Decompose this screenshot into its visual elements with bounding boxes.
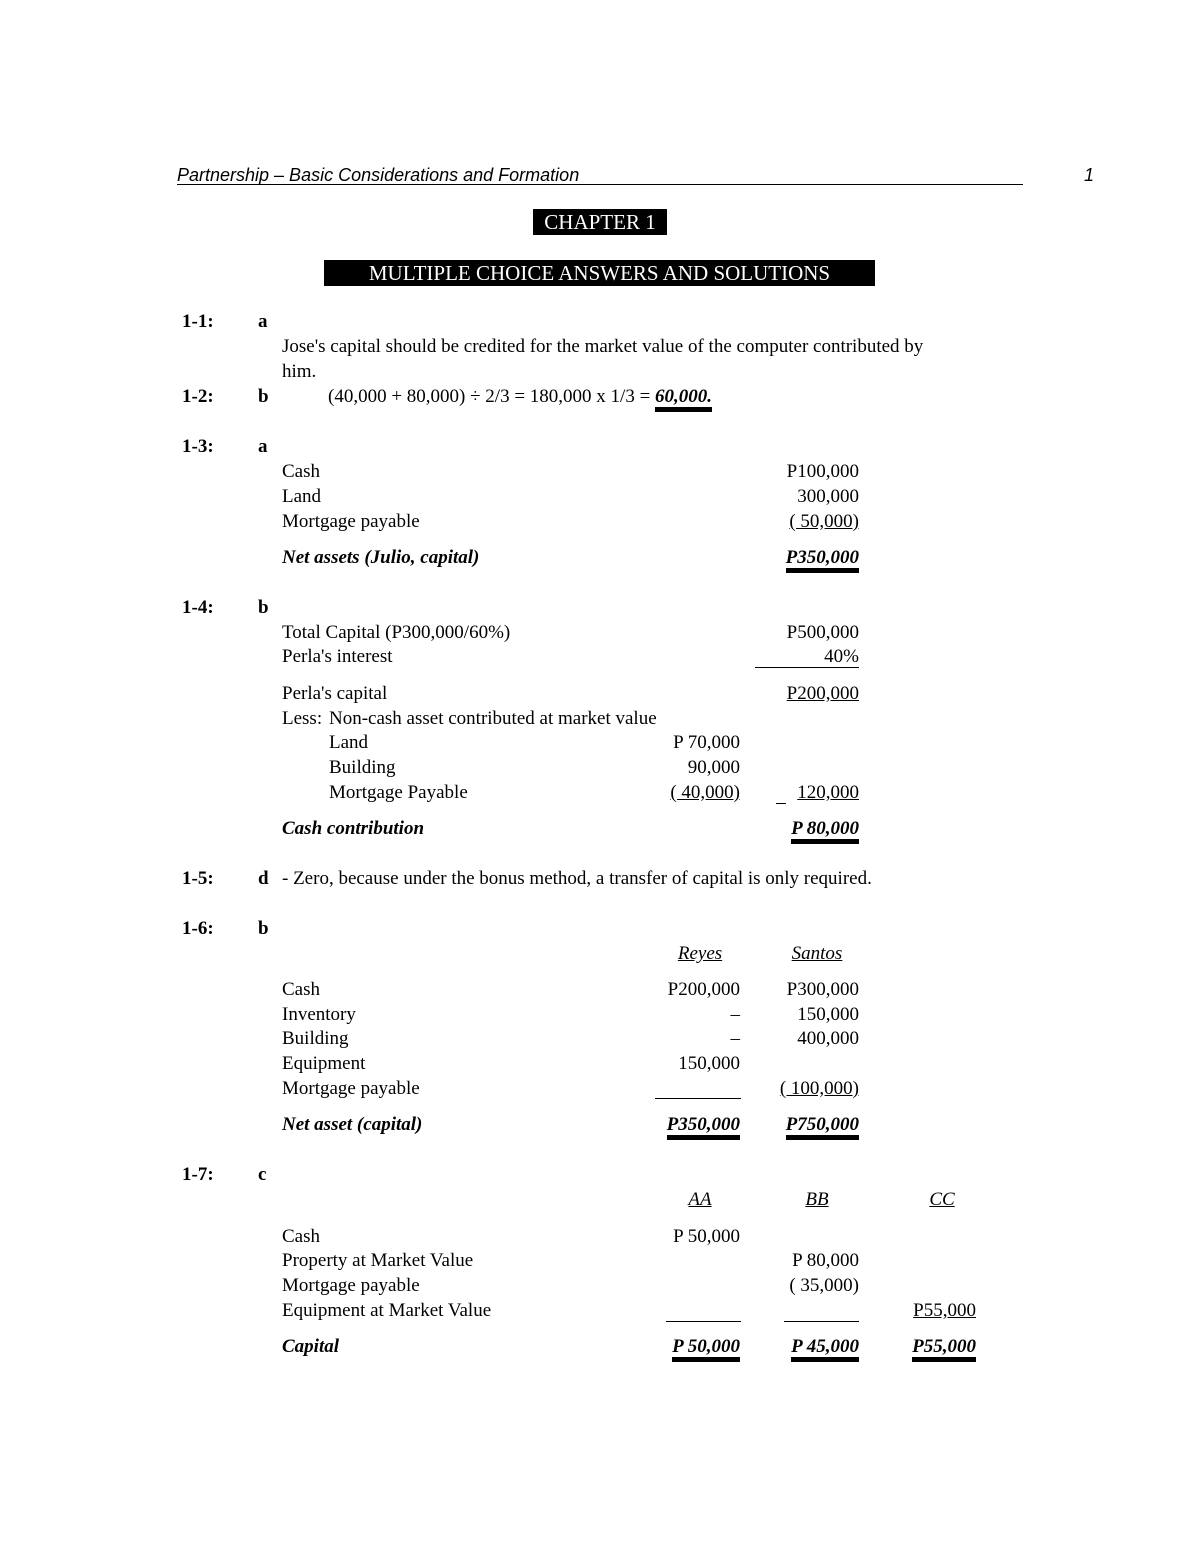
santos-value: 400,000: [797, 1028, 859, 1049]
row-label: Total Capital (P300,000/60%): [282, 622, 511, 643]
aa-total: [600, 1335, 740, 1359]
row-label: Cash: [282, 979, 320, 1000]
question-number: 1-6:: [182, 918, 214, 939]
answer-letter: b: [258, 386, 269, 407]
answer-letter: a: [258, 311, 268, 332]
row-label: Perla's capital: [282, 683, 388, 704]
double-underlined-total: P 50,000: [672, 1336, 740, 1362]
row-value: 300,000: [797, 486, 859, 507]
row-label: Inventory: [282, 1004, 356, 1025]
santos-value: 150,000: [797, 1004, 859, 1025]
less-description: Non-cash asset contributed at market value: [329, 708, 657, 729]
aa-value: P 50,000: [673, 1226, 740, 1247]
question-number: 1-4:: [182, 597, 214, 618]
underlined-value: 120,000: [797, 782, 859, 803]
underlined-value: P55,000: [913, 1300, 976, 1321]
explanation-text: Jose's capital should be credited for the market value of the computer contributed by: [282, 336, 924, 357]
bb-total: [720, 1335, 859, 1359]
column-header-text: Reyes: [677, 943, 723, 964]
total-value: [700, 817, 859, 841]
row-value: 90,000: [687, 757, 740, 778]
row-label: Mortgage Payable: [329, 782, 468, 803]
subtotal-rule: [776, 803, 786, 804]
row-label: Mortgage payable: [282, 511, 420, 532]
total-label: Cash contribution: [282, 818, 425, 839]
formula-text: (40,000 + 80,000) ÷ 2/3 = 180,000 x 1/3 =: [328, 386, 656, 407]
bb-value: ( 35,000): [789, 1275, 859, 1296]
answer-letter: b: [258, 918, 269, 939]
santos-value: P300,000: [786, 979, 859, 1000]
total-label: Net asset (capital): [282, 1114, 423, 1135]
santos-value: [720, 1077, 859, 1101]
row-label: Land: [329, 732, 369, 753]
bb-value: P 80,000: [792, 1250, 859, 1271]
double-underlined-total: P 80,000: [791, 818, 859, 844]
double-underlined-total: P55,000: [912, 1336, 976, 1362]
row-label: Perla's interest: [282, 646, 393, 667]
running-header-title: Partnership – Basic Considerations and Formation: [177, 165, 580, 185]
formula-result: 60,000.: [655, 386, 712, 412]
underlined-value: ( 50,000): [789, 511, 859, 532]
question-number: 1-2:: [182, 386, 214, 407]
page-number: 1: [1084, 165, 1095, 185]
row-value: [700, 682, 859, 706]
double-underlined-total: P350,000: [786, 547, 859, 573]
row-label: Equipment: [282, 1053, 366, 1074]
less-label: Less:: [282, 708, 323, 729]
question-number: 1-1:: [182, 311, 214, 332]
question-number: 1-3:: [182, 436, 214, 457]
underlined-value: P200,000: [786, 683, 859, 704]
reyes-value: 150,000: [678, 1053, 740, 1074]
aa-subtotal-rule: [666, 1321, 741, 1322]
row-label: Equipment at Market Value: [282, 1300, 492, 1321]
double-underlined-total: P 45,000: [791, 1336, 859, 1362]
row-value: P500,000: [786, 622, 859, 643]
cc-total: [840, 1335, 976, 1359]
subtotal-rule: [755, 667, 859, 668]
row-label: Building: [282, 1028, 349, 1049]
double-underlined-total: P350,000: [667, 1114, 740, 1140]
row-label: Mortgage payable: [282, 1275, 420, 1296]
column-header-bb: [757, 1188, 877, 1212]
column-header-text: BB: [805, 1189, 829, 1210]
reyes-total: [600, 1113, 740, 1137]
row-label: Land: [282, 486, 322, 507]
row-label: Cash: [282, 1226, 320, 1247]
column-header-text: Santos: [791, 943, 843, 964]
santos-total: [720, 1113, 859, 1137]
column-header-reyes: [640, 942, 760, 966]
row-label: Mortgage payable: [282, 1078, 420, 1099]
section-title-banner: MULTIPLE CHOICE ANSWERS AND SOLUTIONS: [324, 260, 875, 286]
chapter-banner: CHAPTER 1: [533, 209, 667, 235]
question-number: 1-5:: [182, 868, 214, 889]
total-value: [700, 546, 859, 570]
row-value: [700, 510, 859, 534]
row-label: Building: [329, 757, 396, 778]
column-header-santos: [757, 942, 877, 966]
underlined-value: ( 100,000): [779, 1078, 859, 1099]
solution-formula: [328, 385, 712, 409]
total-label: Net assets (Julio, capital): [282, 547, 480, 568]
cc-value: [840, 1299, 976, 1323]
column-header-cc: [882, 1188, 1002, 1212]
answer-letter: c: [258, 1164, 267, 1185]
reyes-value: P200,000: [667, 979, 740, 1000]
column-header-text: AA: [688, 1189, 712, 1210]
column-header-text: CC: [929, 1189, 955, 1210]
reyes-value: –: [730, 1004, 740, 1025]
answer-letter: b: [258, 597, 269, 618]
column-header-aa: [640, 1188, 760, 1212]
double-underlined-total: P750,000: [786, 1114, 859, 1140]
answer-letter: d: [258, 868, 269, 889]
row-label: Cash: [282, 461, 320, 482]
question-number: 1-7:: [182, 1164, 214, 1185]
underlined-value: ( 40,000): [670, 782, 740, 803]
row-value: P100,000: [786, 461, 859, 482]
explanation-text: - Zero, because under the bonus method, a transfer of capital is only required.: [282, 868, 872, 889]
reyes-value: –: [730, 1028, 740, 1049]
total-label: Capital: [282, 1336, 340, 1357]
row-value: P 70,000: [673, 732, 740, 753]
row-value: [700, 781, 859, 805]
answer-letter: a: [258, 436, 268, 457]
row-label: Property at Market Value: [282, 1250, 474, 1271]
header-rule: [177, 184, 1023, 185]
row-value: 40%: [824, 646, 859, 667]
explanation-text: him.: [282, 361, 317, 382]
